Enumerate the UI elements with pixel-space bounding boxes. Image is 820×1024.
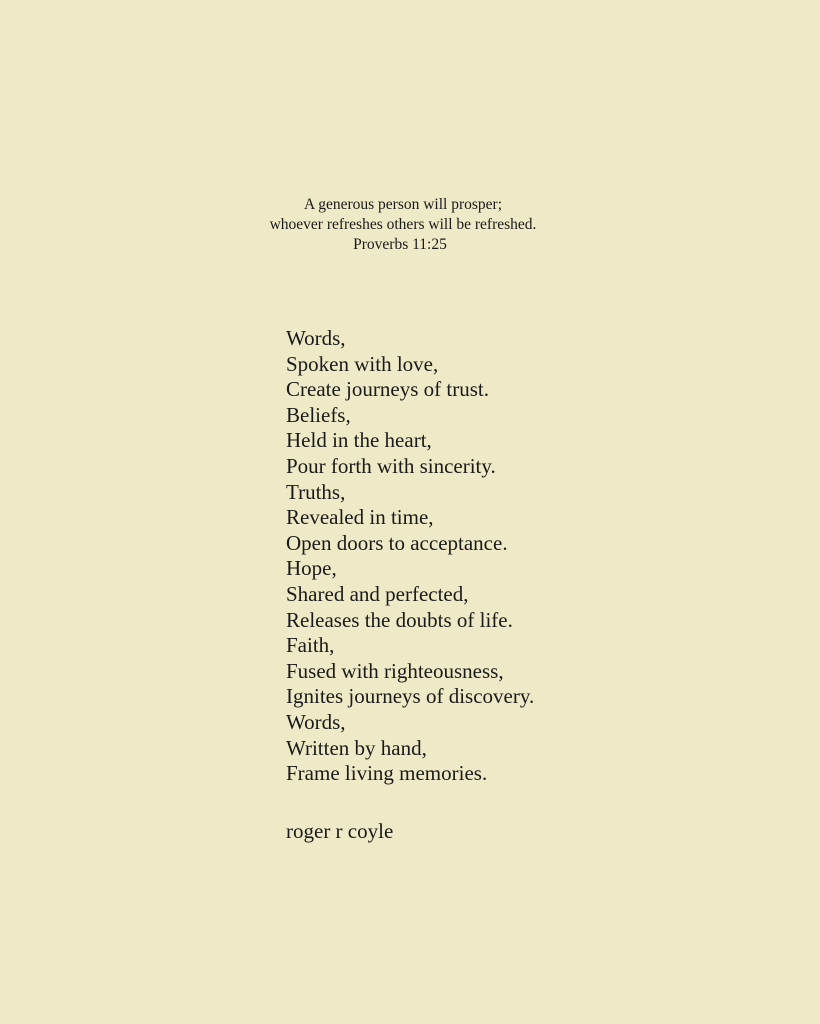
poem-line: Held in the heart, xyxy=(286,428,432,453)
poem-line: Shared and perfected, xyxy=(286,581,469,606)
epigraph xyxy=(0,195,806,255)
poem-line: Pour forth with sincerity. xyxy=(286,453,496,478)
poem-line: Open doors to acceptance. xyxy=(286,530,508,555)
poem-line: Beliefs, xyxy=(286,402,351,427)
poem-line: Written by hand, xyxy=(286,735,427,760)
poem-line: Releases the doubts of life. xyxy=(286,607,513,632)
poem-line: Ignites journeys of discovery. xyxy=(286,684,535,709)
poem-line: Create journeys of trust. xyxy=(286,377,489,402)
poem-line: Words, xyxy=(286,709,346,734)
poem-line: Spoken with love, xyxy=(286,351,439,376)
epigraph-reference: Proverbs 11:25 xyxy=(353,236,447,253)
poem-line: Truths, xyxy=(286,479,346,504)
poem-line: Frame living memories. xyxy=(286,761,488,786)
poem-line: Faith, xyxy=(286,633,335,658)
epigraph-line-1: A generous person will prosper; xyxy=(303,196,503,213)
poem-line: Hope, xyxy=(286,556,337,581)
poem-line: Words, xyxy=(286,326,346,350)
poem-body xyxy=(286,326,534,787)
poem-line: Revealed in time, xyxy=(286,505,434,530)
poem-line: Fused with righteousness, xyxy=(286,658,504,683)
author-signature: roger r coyle xyxy=(286,819,394,843)
epigraph-line-2: whoever refreshes others will be refreshed. xyxy=(269,216,537,233)
